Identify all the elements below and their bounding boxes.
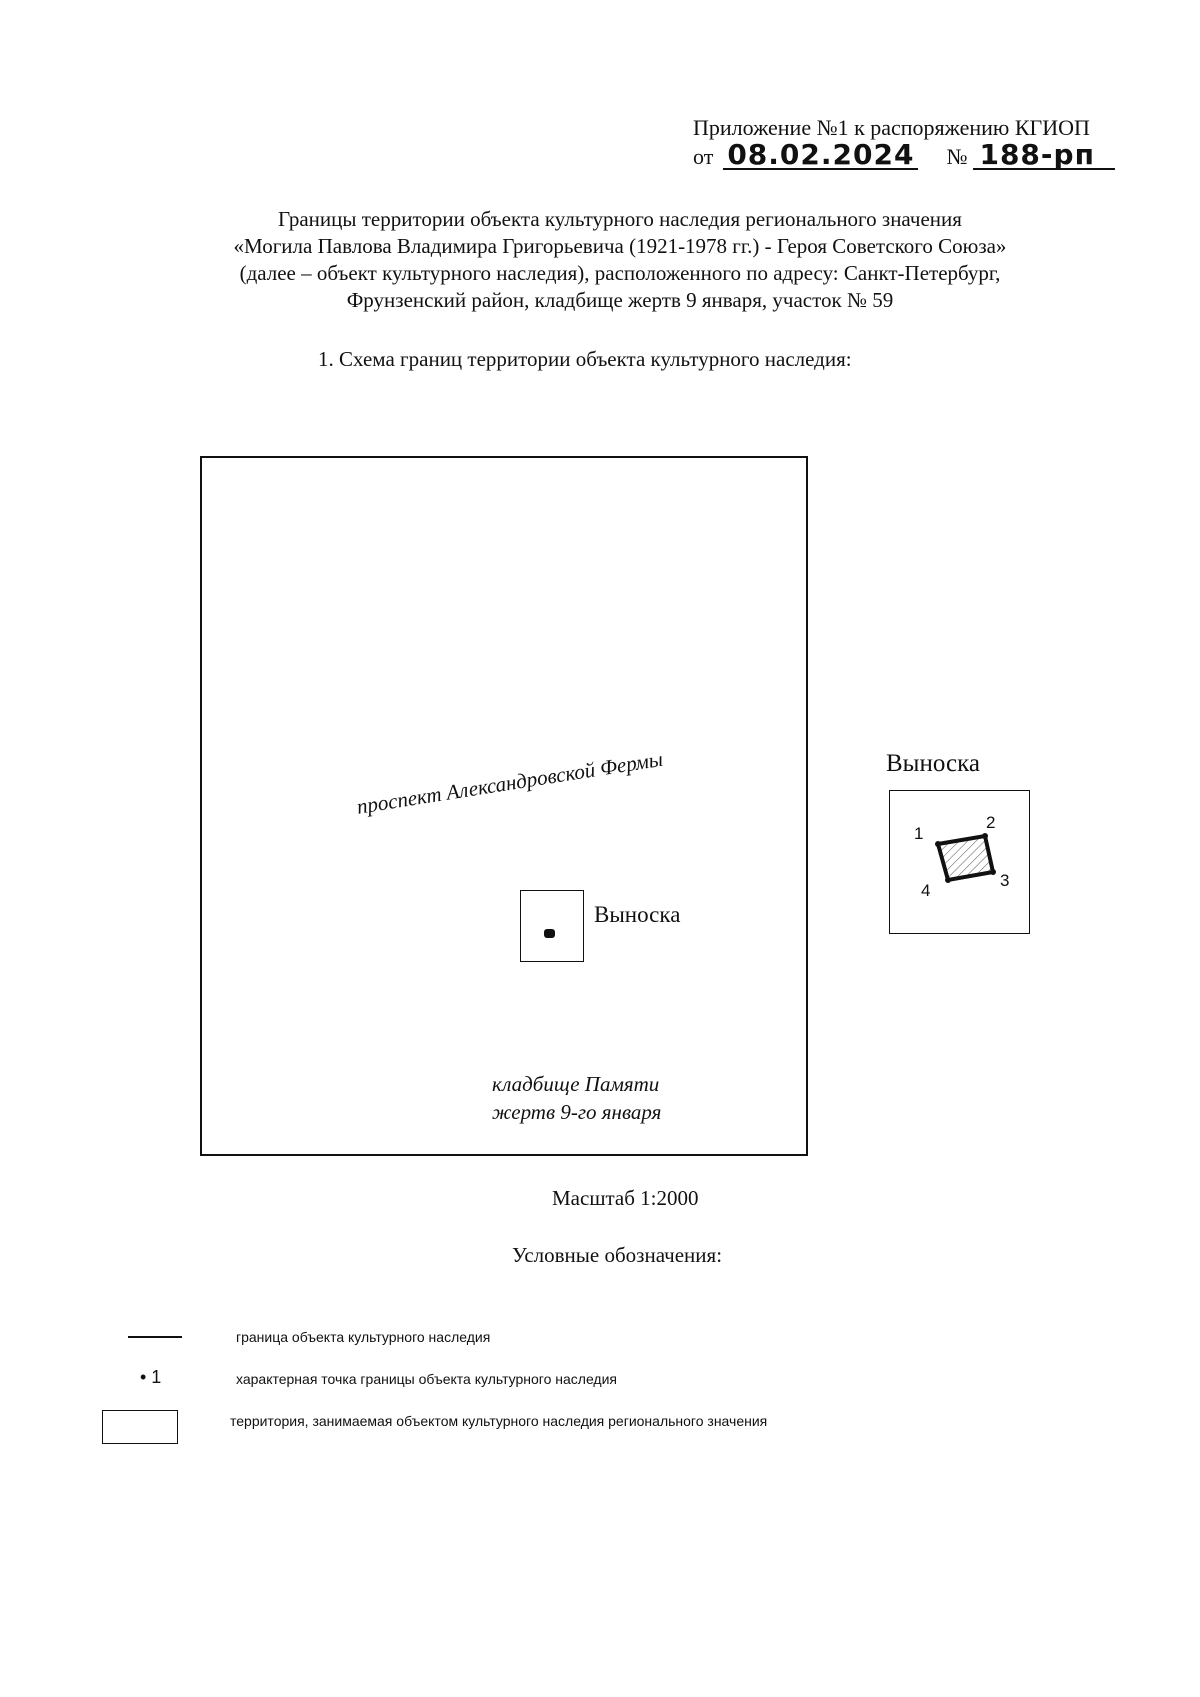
map-scale: Масштаб 1:2000 xyxy=(552,1186,699,1210)
legend-title: Условные обозначения: xyxy=(512,1243,723,1267)
inset-frame xyxy=(520,890,584,962)
appendix-date-line xyxy=(693,138,1173,171)
appendix-line: Приложение №1 к распоряжению КГИОП xyxy=(693,115,1090,140)
title-line: Границы территории объекта культурного наследия регионального значения xyxy=(278,207,962,231)
callout-frame xyxy=(889,790,1030,934)
appendix-header xyxy=(693,114,1173,171)
inset-label: Выноска xyxy=(594,902,681,927)
cemetery-label xyxy=(492,1070,661,1126)
legend-item: граница объекта культурного наследия xyxy=(236,1329,491,1345)
section-heading: 1. Схема границ территории объекта культурного наследия: xyxy=(318,347,852,371)
title-line: «Могила Павлова Владимира Григорьевича (1921-1978 гг.) - Героя Советского Союза» xyxy=(233,234,1007,258)
grave-marker xyxy=(544,929,555,938)
document-title xyxy=(100,206,1140,314)
legend-area-symbol xyxy=(102,1410,178,1444)
legend-item: характерная точка границы объекта культурного наследия xyxy=(236,1371,617,1387)
road-label: проспект Александровской Фермы xyxy=(355,746,665,819)
title-line: Фрунзенский район, кладбище жертв 9 января, участок № 59 xyxy=(346,288,894,312)
cemetery-line: жертв 9-го января xyxy=(492,1100,662,1124)
point-label: 4 xyxy=(921,881,931,900)
boundary-polygon xyxy=(890,791,1031,935)
legend-boundary-line xyxy=(128,1336,182,1338)
number-label: № xyxy=(946,144,968,169)
decree-number: 188-рп xyxy=(973,142,1114,170)
date-prefix: от xyxy=(693,144,714,169)
boundary-map xyxy=(200,456,808,1156)
point-label: 3 xyxy=(1000,871,1010,890)
point-label: 1 xyxy=(914,824,924,843)
legend-point-symbol: • 1 xyxy=(140,1367,162,1387)
title-line: (далее – объект культурного наследия), расположенного по адресу: Санкт-Петербург, xyxy=(239,261,1001,285)
legend-item: территория, занимаемая объектом культурного наследия регионального значения xyxy=(230,1413,768,1429)
callout-title: Выноска xyxy=(886,750,980,777)
cemetery-line: кладбище Памяти xyxy=(492,1072,660,1096)
point-label: 2 xyxy=(986,813,996,832)
decree-date: 08.02.2024 xyxy=(723,142,918,170)
